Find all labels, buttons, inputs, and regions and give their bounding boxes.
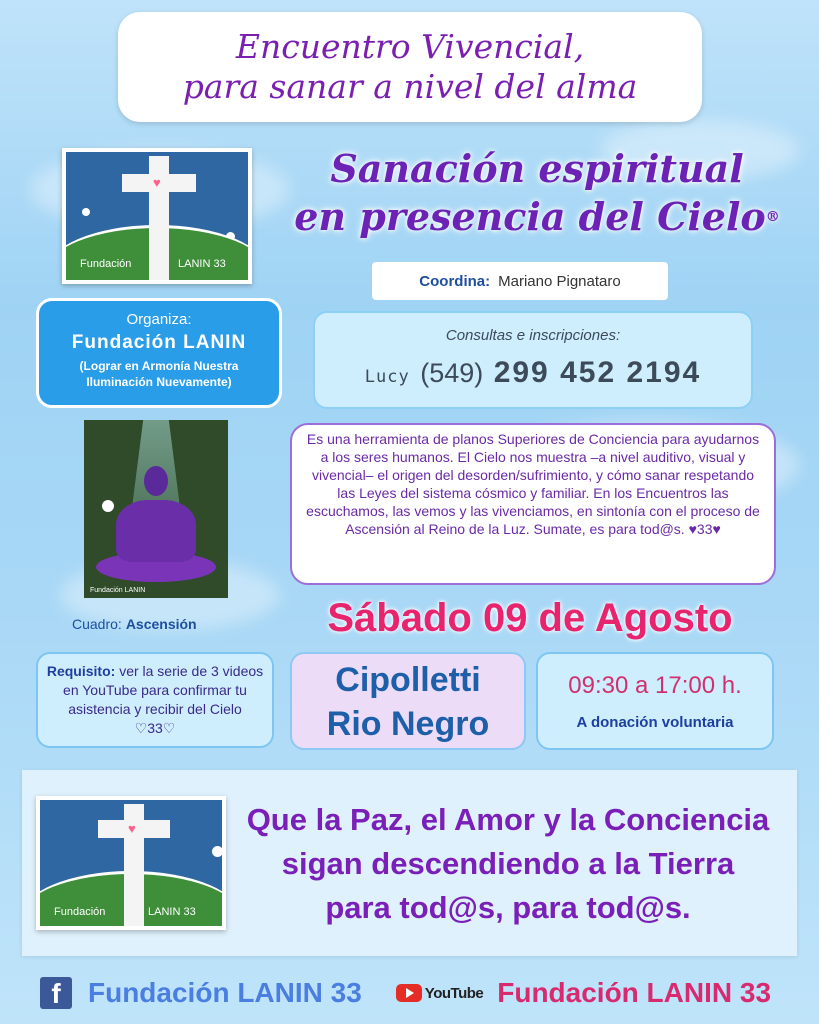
- phone-number: 299 452 2194: [493, 356, 702, 389]
- closing-line-2: sigan descendiendo a la Tierra: [281, 846, 735, 881]
- logo-caption-left: Fundación: [80, 258, 132, 270]
- event-time: 09:30 a 17:00 h.: [568, 672, 742, 699]
- location-box: [290, 652, 526, 750]
- title-banner: [118, 12, 702, 122]
- headline-line-2: en presencia del Cielo: [294, 194, 766, 239]
- coordinator-name: Mariano Pignataro: [498, 272, 621, 290]
- organizer-subtitle-1: (Lograr en Armonía Nuestra: [79, 359, 239, 373]
- title-line-1: Encuentro Vivencial,: [235, 27, 585, 66]
- organiza-label: Organiza:: [126, 311, 192, 328]
- facebook-page-link[interactable]: Fundación LANIN 33: [88, 977, 362, 1008]
- ascension-painting: [84, 420, 228, 598]
- youtube-channel-link[interactable]: Fundación LANIN 33: [497, 977, 772, 1008]
- logo-caption-right: LANIN 33: [178, 258, 226, 270]
- organizer-name: Fundación LANIN: [71, 332, 247, 353]
- organizer-subtitle-2: Iluminación Nuevamente): [86, 375, 232, 389]
- heart-icon: ♥: [153, 175, 161, 190]
- donation-note: A donación voluntaria: [576, 714, 734, 731]
- star-icon: [212, 846, 223, 857]
- painting-label: [72, 616, 197, 632]
- headline-line-1: Sanación espiritual: [330, 146, 744, 191]
- flower-icon: [102, 500, 114, 512]
- phone-prefix: (549): [420, 358, 484, 388]
- facebook-icon[interactable]: f: [40, 977, 72, 1009]
- youtube-wordmark: YouTube: [424, 984, 484, 1002]
- logo-caption-right: LANIN 33: [148, 906, 196, 918]
- coordina-label: Coordina:: [419, 272, 491, 290]
- closing-line-1: Que la Paz, el Amor y la Conciencia: [246, 802, 770, 837]
- consultas-label: Consultas e inscripciones:: [445, 327, 621, 344]
- province-name: Rio Negro: [326, 705, 490, 743]
- fundacion-logo-bottom: [36, 796, 226, 930]
- youtube-logo[interactable]: [396, 984, 483, 1002]
- closing-message: [228, 798, 788, 930]
- cuadro-name: Ascensión: [125, 616, 197, 632]
- closing-line-3: para tod@s, para tod@s.: [325, 890, 691, 925]
- painting-caption: Fundación LANIN: [90, 587, 146, 594]
- heart-icon: ♥: [128, 821, 136, 836]
- city-name: Cipolletti: [335, 661, 481, 699]
- contact-name: Lucy: [364, 367, 410, 387]
- star-icon: [82, 208, 90, 216]
- coordinator-box: [372, 262, 668, 300]
- social-footer: [40, 970, 790, 1016]
- requirement-box: [36, 652, 274, 748]
- event-date: Sábado 09 de Agosto: [327, 596, 733, 640]
- organizer-box: [36, 298, 282, 408]
- youtube-play-icon: [396, 984, 422, 1002]
- description-text: Es una herramienta de planos Superiores de Conciencia para ayudarnos a los seres humanos. El Cielo nos muestra –a nivel auditivo, visual y vivencial– el origen del desorden/sufrimiento, y cómo sanar respetando las Leyes del sistema cósmico y familiar. En los Encuentros las escuchamos, las vemos y las vivenciamos, en sintonía con el proceso de Ascensión al Reino de la Luz. Sumate, es para tod@s. ♥33♥: [306, 431, 760, 537]
- requisito-text: ver la serie de 3 videos en YouTube para confirmar tu asistencia y recibir del Cielo ♡33♡: [63, 663, 264, 736]
- description-box: [290, 423, 776, 585]
- title-line-2: para sanar a nivel del alma: [182, 67, 638, 106]
- registered-mark: ®: [765, 209, 780, 225]
- fundacion-logo-top: [62, 148, 252, 284]
- main-headline: [272, 145, 802, 241]
- cuadro-label: Cuadro:: [72, 616, 122, 632]
- requisito-label: Requisito:: [46, 663, 116, 679]
- contact-box: [313, 311, 753, 409]
- schedule-box: [536, 652, 774, 750]
- logo-caption-left: Fundación: [54, 906, 106, 918]
